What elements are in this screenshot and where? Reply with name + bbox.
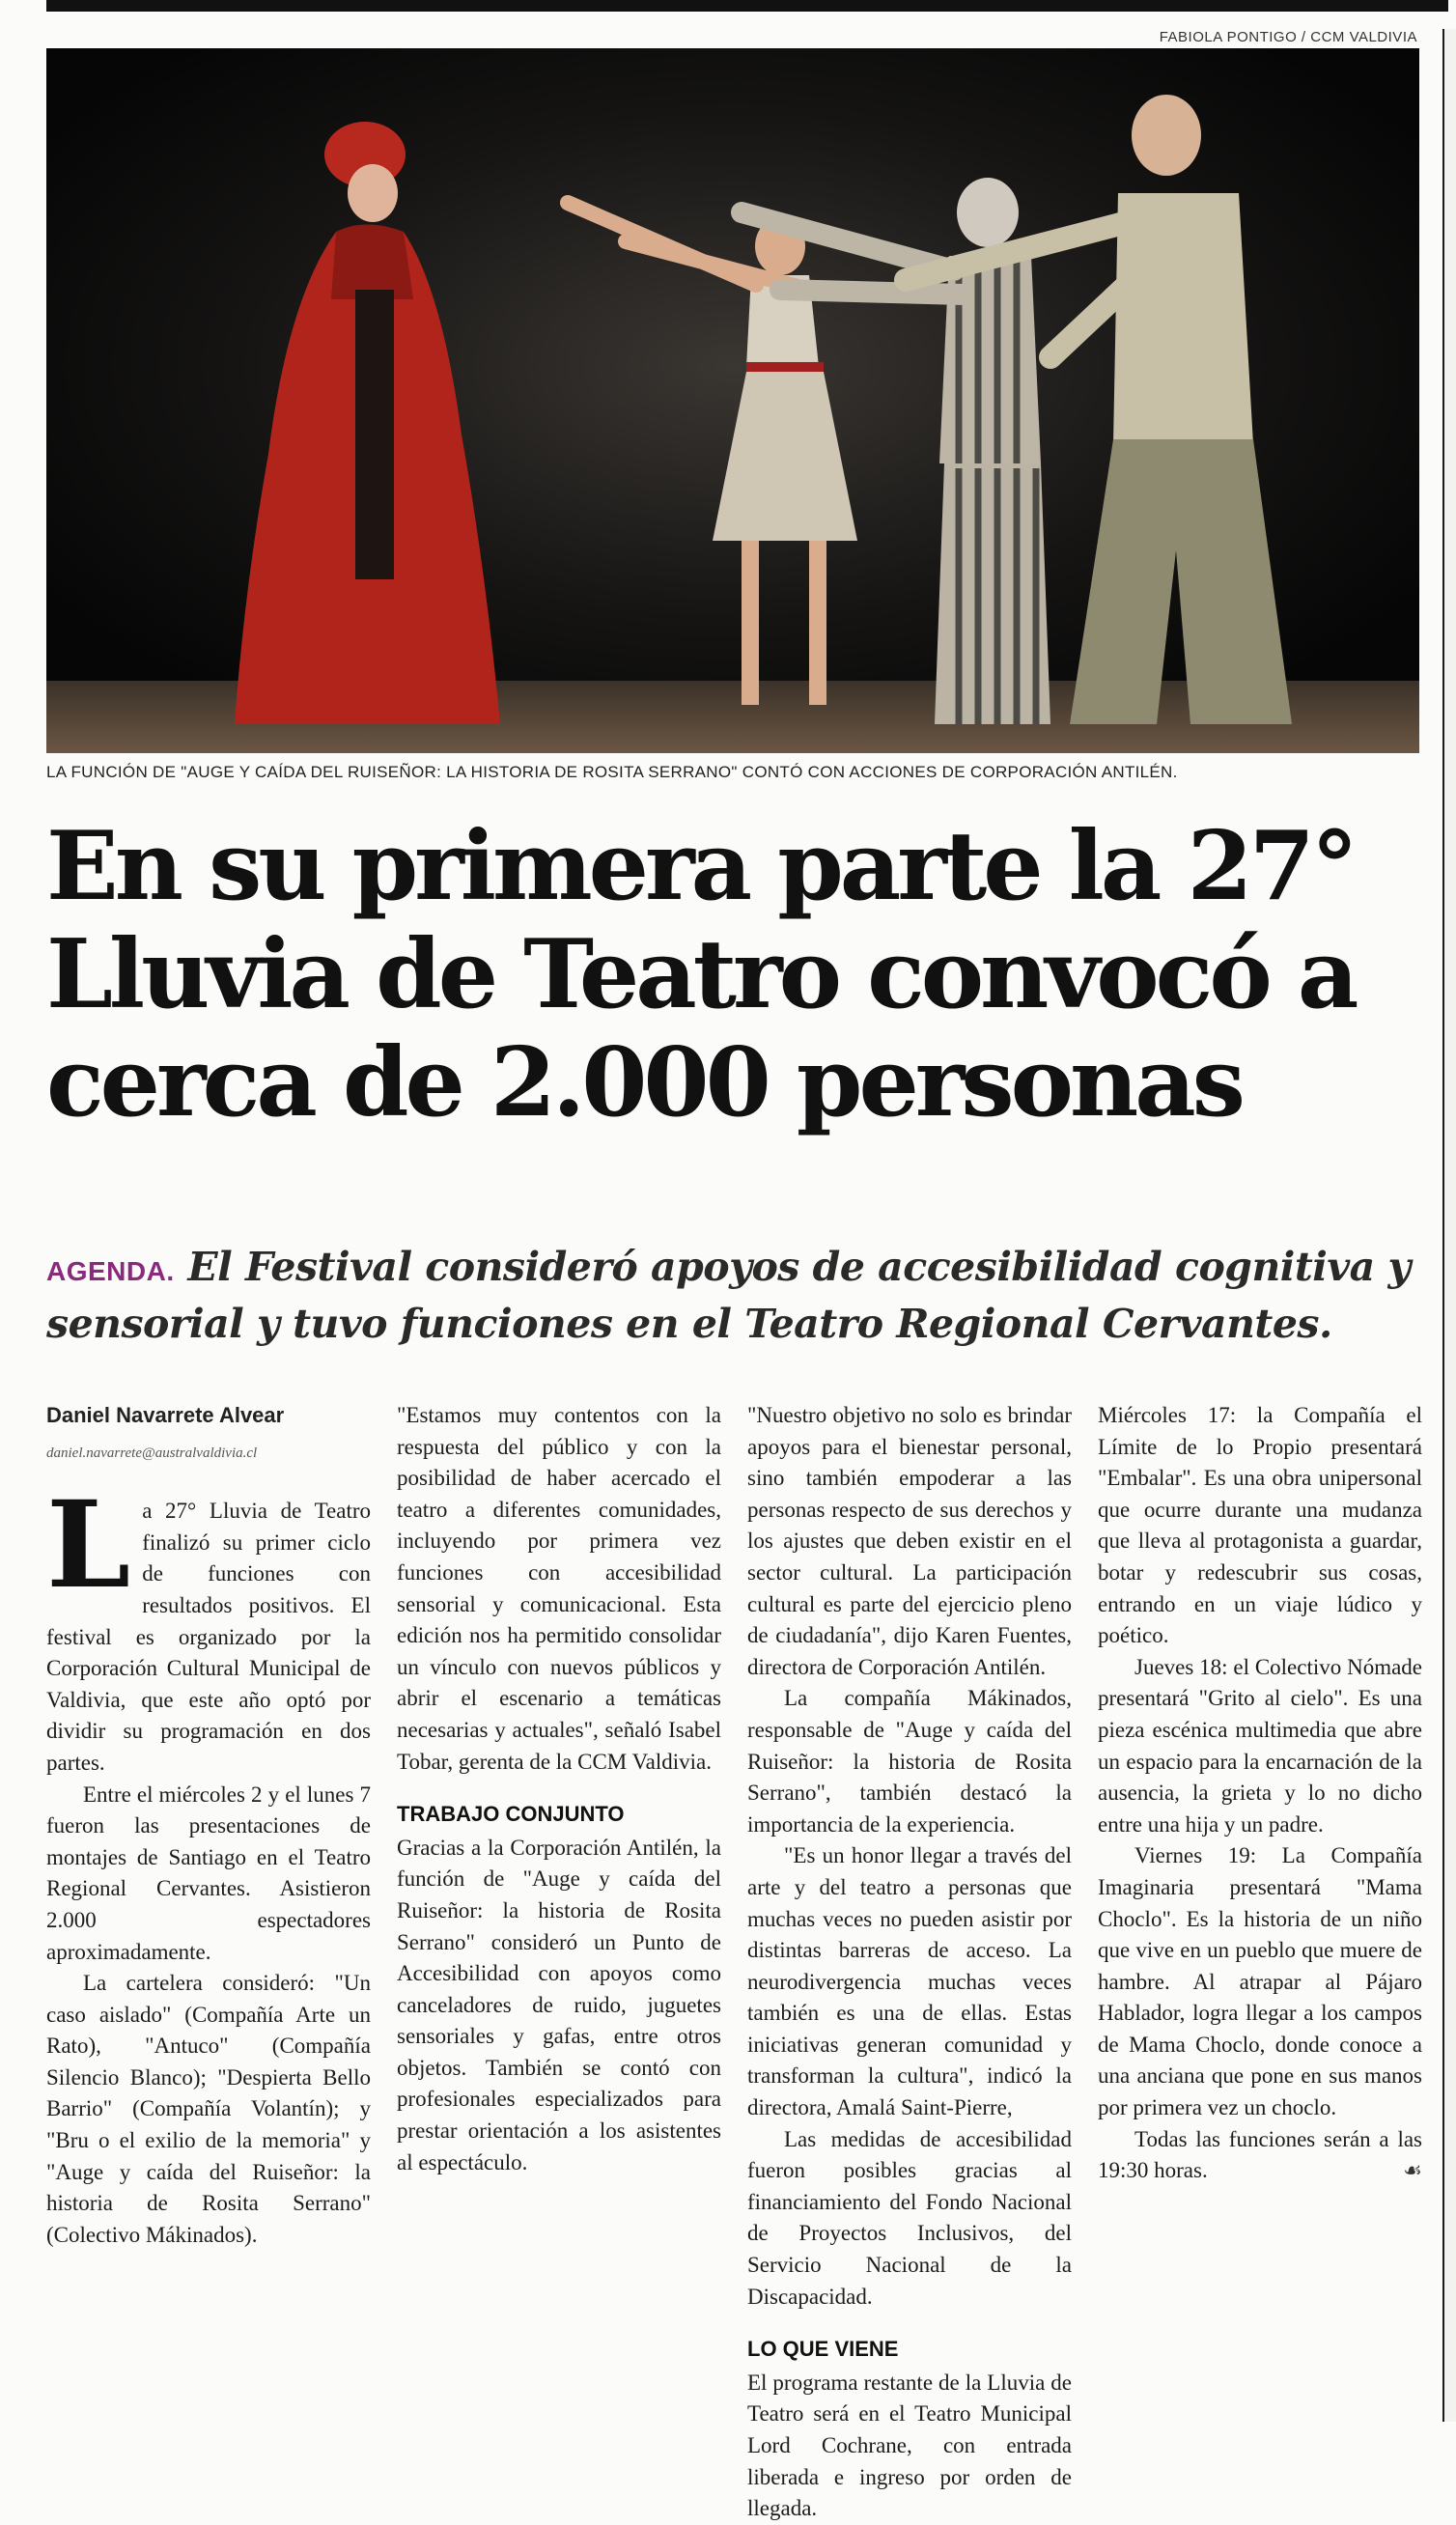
photo-credit: FABIOLA PONTIGO / CCM VALDIVIA bbox=[1159, 29, 1417, 45]
column-3 bbox=[747, 1400, 1072, 2525]
paragraph: Las medidas de accesibilidad fueron posibles gracias al financiamiento del Fondo Nacional de Proyectos Inclusivos, del Servicio Nacional de la Discapacidad. bbox=[747, 2126, 1072, 2309]
subhead-text: El Festival consideró apoyos de accesibilidad cognitiva y sensorial y tuvo funciones en el Teatro Regional Cervantes. bbox=[46, 1244, 1411, 1347]
paragraph: "Nuestro objetivo no solo es brindar apoyos para el bienestar personal, sino también empoderar a las personas respecto de sus derechos y los ajustes que deben existir en el sector cultural. La participación cultural es parte del ejercicio pleno de ciudadanía", dijo Karen Fuentes, directora de Corporación Antilén. bbox=[747, 1403, 1072, 1679]
paragraph: Entre el miércoles 2 y el lunes 7 fueron las presentaciones de montajes de Santiago en el Teatro Regional Cervantes. Asistieron 2.000 espectadores aproximadamente. bbox=[46, 1782, 371, 1964]
byline-author: Daniel Navarrete Alvear bbox=[46, 1403, 285, 1427]
stage-photo bbox=[46, 48, 1419, 753]
column-2 bbox=[397, 1400, 721, 2178]
section-heading: TRABAJO CONJUNTO bbox=[397, 1802, 625, 1827]
article-body bbox=[46, 1400, 1422, 2521]
adjacent-article-edge bbox=[1442, 29, 1456, 2422]
paragraph bbox=[46, 1475, 371, 1779]
paragraph: "Es un honor llegar a través del arte y del teatro a personas que muchas veces no pueden asistir por distintas barreras de acceso. La neurodivergencia muchas veces también es una de ellas. Estas iniciativas generan comunidad y transforman la cultura", indicó la directora, Amalá Saint-Pierre, bbox=[747, 1843, 1072, 2120]
paragraph: El programa restante de la Lluvia de Teatro será en el Teatro Municipal Lord Cochrane, con entrada liberada e ingreso por orden de llegada. bbox=[747, 2370, 1072, 2521]
photo-caption: LA FUNCIÓN DE "AUGE Y CAÍDA DEL RUISEÑOR: LA HISTORIA DE ROSITA SERRANO" CONTÓ CON ACCIONES DE CORPORACIÓN ANTILÉN. bbox=[46, 763, 1178, 781]
paragraph: Jueves 18: el Colectivo Nómade presentará "Grito al cielo". Es una pieza escénica multimedia que abre un espacio para la encarnación de la ausencia, la grieta y lo no dicho entre una hija y un padre. bbox=[1098, 1654, 1422, 1837]
paragraph-text: Todas las funciones serán a las 19:30 horas. bbox=[1098, 2126, 1422, 2183]
subhead bbox=[46, 1241, 1417, 1350]
drop-cap: L bbox=[46, 1475, 131, 1616]
paragraph-text: a 27° Lluvia de Teatro finalizó su primer ciclo de funciones con resultados positivos. El festival es organizado por la Corporación Cultural Municipal de Valdivia, que este año optó por dividir su programación en dos partes. bbox=[46, 1499, 371, 1775]
subhead-kicker: AGENDA. bbox=[46, 1256, 175, 1286]
section-heading: LO QUE VIENE bbox=[747, 2337, 899, 2362]
column-1 bbox=[46, 1400, 371, 2251]
stage-scene-illustration bbox=[46, 48, 1419, 753]
paragraph: Viernes 19: La Compañía Imaginaria presentará "Mama Choclo". Es la historia de un niño que vive en un pueblo que muere de hambre. Al atrapar al Pájaro Hablador, logra llegar a los campos de Mama Choclo, donde conoce a una anciana que pone en sus manos por primera vez un choclo. bbox=[1098, 1843, 1422, 2120]
end-of-article-icon: ☙ bbox=[1403, 2158, 1422, 2183]
top-rule bbox=[46, 0, 1448, 12]
headline: En su primera parte la 27° Lluvia de Teatro convocó a cerca de 2.000 personas bbox=[46, 811, 1356, 1138]
paragraph: "Estamos muy contentos con la respuesta del público y con la posibilidad de haber acercado el teatro a diferentes comunidades, incluyendo por primera vez funciones con accesibilidad sensorial y comunicacional. Esta edición nos ha permitido consolidar un vínculo con nuevos públicos y abrir el escenario a temáticas necesarias y actuales", señaló Isabel Tobar, gerenta de la CCM Valdivia. bbox=[397, 1403, 721, 1774]
paragraph bbox=[1098, 2124, 1422, 2187]
paragraph: La cartelera consideró: "Un caso aislado" (Compañía Arte un Rato), "Antuco" (Compañía Silencio Blanco); "Despierta Bello Barrio" (Compañía Volantín); y "Bru o el exilio de la memoria" y "Auge y caída del Ruiseñor: la historia de Rosita Serrano" (Colectivo Mákinados). bbox=[46, 1971, 371, 2247]
paragraph: Miércoles 17: la Compañía el Límite de lo Propio presentará "Embalar". Es una obra unipersonal que ocurre durante una mudanza que lleva al protagonista a guardar, botar y redescubrir sus cosas, entrando en un viaje lúdico y poético. bbox=[1098, 1403, 1422, 1648]
byline-email: daniel.navarrete@australvaldivia.cl bbox=[46, 1445, 258, 1461]
paragraph: La compañía Mákinados, responsable de "Auge y caída del Ruiseñor: la historia de Rosita Serrano", también destacó la importancia de la experiencia. bbox=[747, 1686, 1072, 1837]
column-4 bbox=[1098, 1400, 1422, 2187]
paragraph: Gracias a la Corporación Antilén, la función de "Auge y caída del Ruiseñor: la historia de Rosita Serrano" consideró un Punto de Accesibilidad con apoyos como canceladores de ruido, juguetes sensoriales y gafas, entre otros objetos. También se contó con profesionales especializados para prestar orientación a los asistentes al espectáculo. bbox=[397, 1835, 721, 2174]
